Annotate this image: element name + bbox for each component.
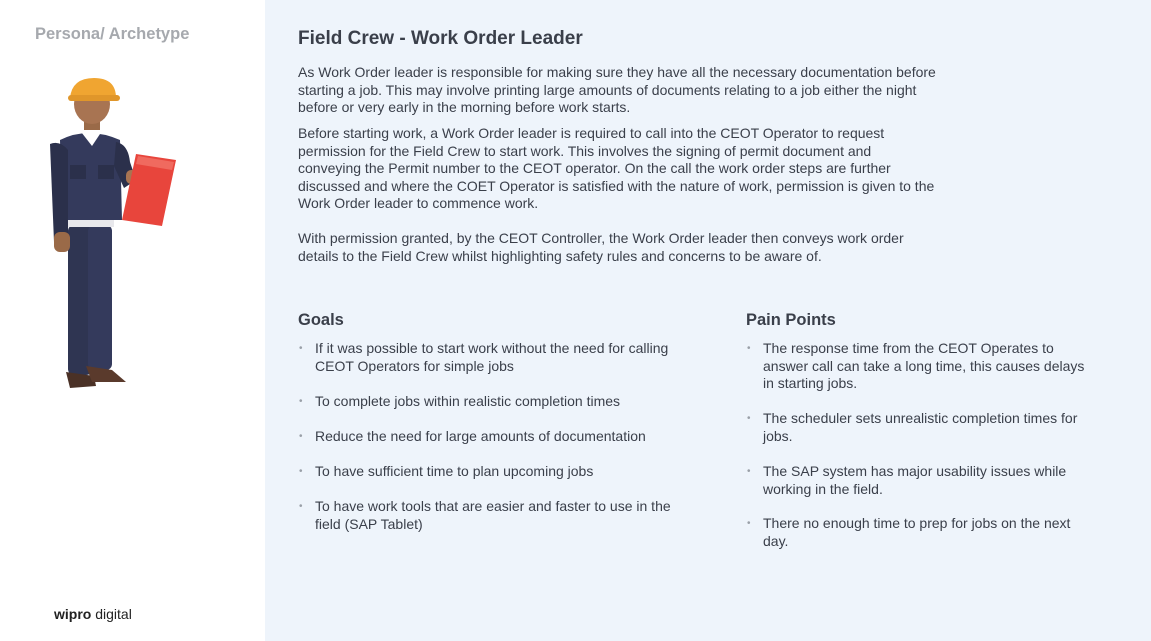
goal-item: • If it was possible to start work without the need for calling CEOT Operators for simple jobs — [298, 340, 678, 375]
persona-title: Field Crew - Work Order Leader — [298, 28, 583, 49]
goal-item: • To have work tools that are easier and faster to use in the field (SAP Tablet) — [298, 498, 678, 533]
goals-heading: Goals — [298, 311, 344, 329]
persona-sidebar — [0, 0, 265, 641]
description-paragraph-2: Before starting work, a Work Order leader is required to call into the CEOT Operator to request permission for the Field Crew to start work. This involves the signing of permit document and conveying the Permit number to the CEOT operator. On the call the work order steps are further discussed and where the COET Operator is satisfied with the nature of work, permission is given to the Work Order leader to commence work. — [298, 125, 935, 212]
pain-points-heading: Pain Points — [746, 311, 836, 329]
goal-item: • To complete jobs within realistic completion times — [298, 393, 678, 411]
wipro-digital-logo: wipro digital — [54, 606, 132, 622]
pain-point-item: • The SAP system has major usability issues while working in the field. — [746, 463, 1096, 498]
goal-item: • To have sufficient time to plan upcoming jobs — [298, 463, 678, 481]
persona-details-panel — [265, 0, 1151, 641]
field-worker-illustration-icon — [40, 70, 190, 400]
pain-point-item: • The response time from the CEOT Operates to answer call can take a long time, this causes delays in starting jobs. — [746, 340, 1096, 393]
goal-item: • Reduce the need for large amounts of documentation — [298, 428, 678, 446]
description-paragraph-3: With permission granted, by the CEOT Controller, the Work Order leader then conveys work order details to the Field Crew whilst highlighting safety rules and concerns to be aware of. — [298, 230, 904, 264]
persona-archetype-label: Persona/ Archetype — [35, 25, 190, 43]
pain-point-item: • The scheduler sets unrealistic completion times for jobs. — [746, 410, 1096, 445]
description-paragraph-1: As Work Order leader is responsible for making sure they have all the necessary documentation before starting a job. This may involve printing large amounts of documents relating to a job either the night before or very early in the morning before work starts. — [298, 64, 936, 116]
pain-point-item: • There no enough time to prep for jobs on the next day. — [746, 515, 1096, 550]
